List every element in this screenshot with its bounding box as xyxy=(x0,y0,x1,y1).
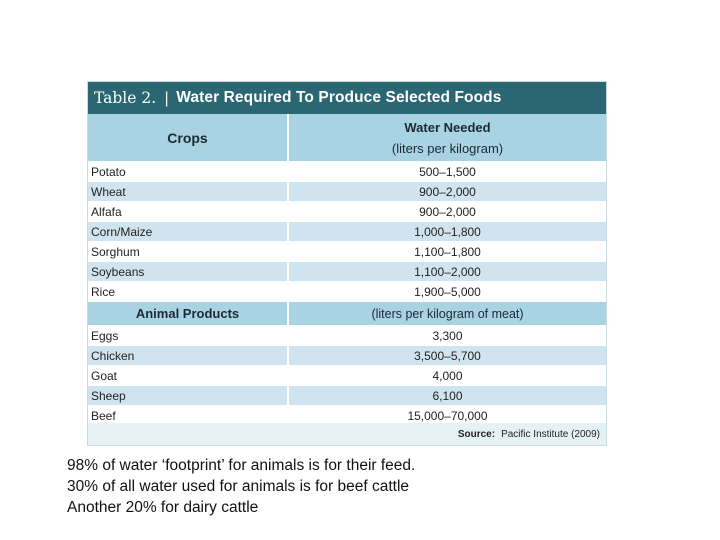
crop-value: 900–2,000 xyxy=(419,184,476,199)
units-label: (liters per kilogram) xyxy=(391,140,504,156)
crop-value: 1,000–1,800 xyxy=(414,224,481,239)
table-row xyxy=(88,162,606,182)
crop-value: 1,100–2,000 xyxy=(414,264,481,279)
table-title-bar xyxy=(88,82,606,114)
table-number: Table 2. xyxy=(94,89,157,107)
animal-products-header-row xyxy=(88,302,606,326)
water-needed-header xyxy=(289,114,606,161)
table-row xyxy=(88,366,606,386)
animal-name: Beef xyxy=(88,406,289,425)
water-table xyxy=(87,81,607,446)
table-row xyxy=(88,282,606,302)
crop-name: Rice xyxy=(88,282,289,301)
animal-value: 3,500–5,700 xyxy=(414,348,481,363)
source-citation xyxy=(88,423,606,445)
animal-products-header: Animal Products xyxy=(88,302,289,325)
table-row xyxy=(88,202,606,222)
crop-value: 1,100–1,800 xyxy=(414,244,481,259)
crop-name: Sorghum xyxy=(88,242,289,261)
table-row xyxy=(88,182,606,202)
crop-name: Soybeans xyxy=(88,262,289,281)
table-row xyxy=(88,222,606,242)
crop-name: Potato xyxy=(88,162,289,181)
animal-value: 3,300 xyxy=(432,328,463,343)
water-needed-label: Water Needed xyxy=(404,119,491,135)
crops-header: Crops xyxy=(88,114,289,161)
table-row xyxy=(88,326,606,346)
table-row xyxy=(88,386,606,406)
source-text: Pacific Institute (2009) xyxy=(501,428,600,440)
table-row xyxy=(88,262,606,282)
note-line: 30% of all water used for animals is for beef cattle xyxy=(67,478,410,495)
animal-name: Eggs xyxy=(88,326,289,345)
animal-name: Goat xyxy=(88,366,289,385)
note-line: 98% of water ‘footprint’ for animals is for their feed. xyxy=(67,457,416,474)
animal-value: 4,000 xyxy=(432,368,463,383)
note-line: Another 20% for dairy cattle xyxy=(67,499,259,516)
title-separator: | xyxy=(164,89,170,107)
animal-name: Chicken xyxy=(88,346,289,365)
table-row xyxy=(88,346,606,366)
animal-value: 6,100 xyxy=(432,388,463,403)
source-label: Source: xyxy=(457,428,496,440)
animal-value: 15,000–70,000 xyxy=(407,408,488,423)
crop-name: Alfafa xyxy=(88,202,289,221)
crop-name: Wheat xyxy=(88,182,289,201)
meat-units-header: (liters per kilogram of meat) xyxy=(371,306,524,321)
animal-name: Sheep xyxy=(88,386,289,405)
crops-header-row xyxy=(88,114,606,162)
table-row xyxy=(88,242,606,262)
crop-value: 1,900–5,000 xyxy=(414,284,481,299)
crop-name: Corn/Maize xyxy=(88,222,289,241)
table-title: Water Required To Produce Selected Foods xyxy=(176,89,502,106)
crop-value: 900–2,000 xyxy=(419,204,476,219)
notes-block xyxy=(67,455,415,518)
crop-value: 500–1,500 xyxy=(419,164,476,179)
